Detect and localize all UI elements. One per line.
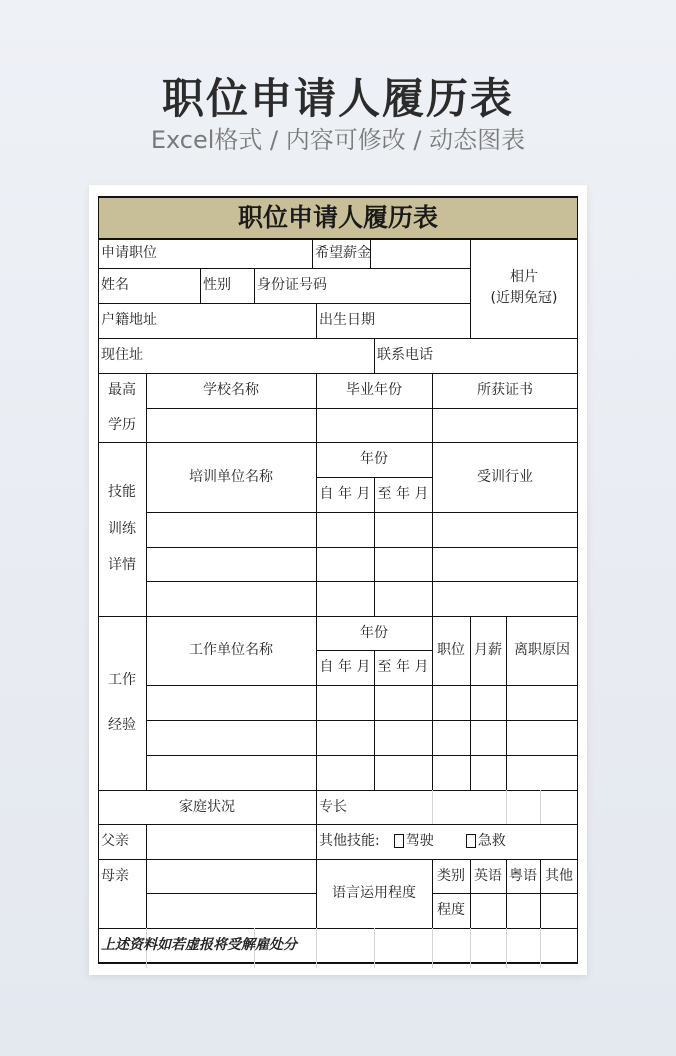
driving-checkbox[interactable] bbox=[394, 833, 434, 850]
header-training-unit: 培训单位名称 bbox=[189, 468, 273, 485]
header-training-to: 至 年 月 bbox=[377, 486, 429, 503]
form-title: 职位申请人履历表 bbox=[237, 202, 438, 232]
photo-box[interactable] bbox=[470, 238, 578, 338]
label-current-address: 现住址 bbox=[101, 347, 143, 364]
label-phone: 联系电话 bbox=[377, 347, 433, 364]
header-training-industry: 受训行业 bbox=[477, 468, 533, 485]
label-other-language: 其他 bbox=[545, 867, 573, 884]
training-label-1: 技能 bbox=[108, 483, 136, 500]
header-leave-reason: 离职原因 bbox=[514, 642, 570, 659]
other-skills-row bbox=[316, 824, 578, 859]
header-school: 学校名称 bbox=[203, 382, 259, 399]
label-family-status: 家庭状况 bbox=[179, 798, 235, 815]
header-training-from: 自 年 月 bbox=[319, 486, 371, 503]
work-label bbox=[98, 616, 146, 790]
label-id-number: 身份证号码 bbox=[257, 277, 327, 294]
header-work-year: 年份 bbox=[360, 624, 388, 641]
label-apply-position: 申请职位 bbox=[101, 244, 157, 261]
work-label-2: 经验 bbox=[108, 717, 136, 733]
education-label-top: 最高 bbox=[108, 382, 136, 399]
label-other-skills: 其他技能: bbox=[319, 833, 380, 850]
training-label-3: 详情 bbox=[108, 557, 136, 574]
label-cantonese: 粤语 bbox=[509, 867, 537, 884]
checkbox-icon[interactable] bbox=[394, 834, 404, 848]
header-grad-year: 毕业年份 bbox=[346, 382, 402, 399]
header-work-unit: 工作单位名称 bbox=[189, 642, 273, 659]
label-language-level: 语言运用程度 bbox=[332, 885, 416, 902]
photo-label: 相片 bbox=[510, 269, 538, 286]
training-label bbox=[98, 442, 146, 616]
label-hukou: 户籍地址 bbox=[101, 312, 157, 329]
education-label-bottom: 学历 bbox=[108, 416, 136, 433]
label-specialty: 专长 bbox=[319, 798, 347, 815]
header-work-position: 职位 bbox=[437, 642, 465, 659]
driving-label: 驾驶 bbox=[405, 833, 434, 850]
label-mother: 母亲 bbox=[101, 867, 129, 884]
page-subtitle: Excel格式 / 内容可修改 / 动态图表 bbox=[150, 126, 526, 154]
label-gender: 性别 bbox=[203, 277, 231, 294]
training-label-2: 训练 bbox=[108, 520, 136, 537]
page-title: 职位申请人履历表 bbox=[161, 74, 514, 123]
first-aid-label: 急救 bbox=[477, 833, 506, 850]
checkbox-icon[interactable] bbox=[466, 834, 476, 848]
resume-form bbox=[98, 196, 578, 964]
label-birth-date: 出生日期 bbox=[319, 312, 375, 329]
label-name: 姓名 bbox=[101, 277, 129, 294]
header-work-from: 自 年 月 bbox=[319, 659, 371, 676]
label-father: 父亲 bbox=[101, 833, 129, 850]
header-training-year: 年份 bbox=[360, 451, 388, 468]
label-language-category: 类别 bbox=[437, 867, 465, 884]
first-aid-checkbox[interactable] bbox=[466, 833, 506, 850]
label-expected-salary: 希望薪金 bbox=[315, 244, 371, 261]
header-work-salary: 月薪 bbox=[474, 642, 502, 659]
header-work-to: 至 年 月 bbox=[377, 659, 429, 676]
label-english: 英语 bbox=[474, 867, 502, 884]
photo-hint: (近期免冠) bbox=[490, 290, 558, 306]
footer-note: 上述资料如若虚报将受解雇处分 bbox=[101, 936, 297, 953]
header-certificate: 所获证书 bbox=[477, 382, 533, 399]
work-label-1: 工作 bbox=[108, 672, 136, 689]
label-language-degree: 程度 bbox=[437, 902, 465, 919]
